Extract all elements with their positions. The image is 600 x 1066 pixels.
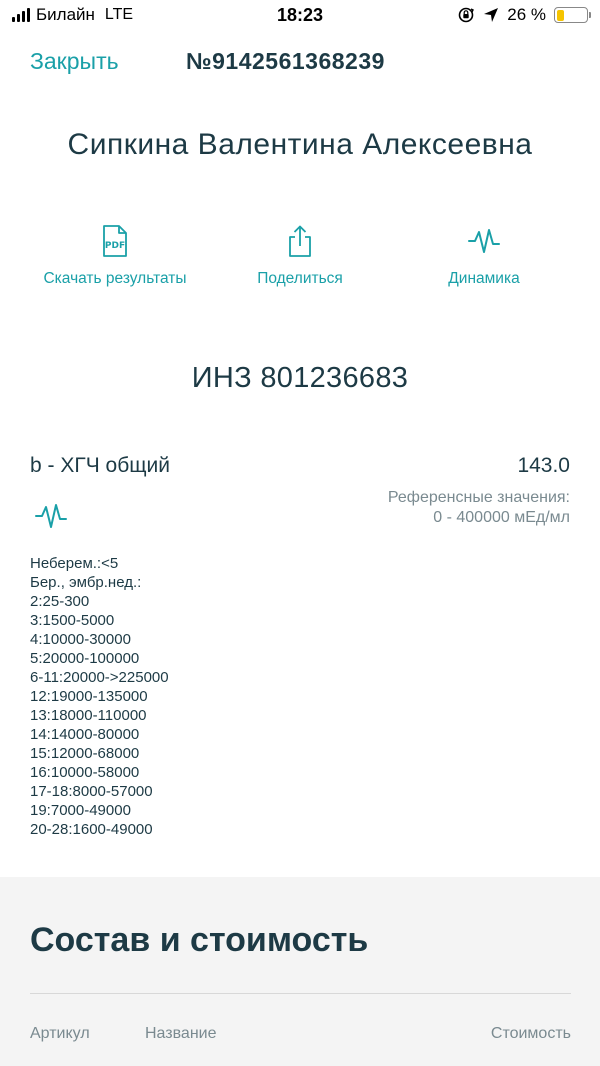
composition-title: Состав и стоимость [30, 921, 369, 959]
share-button[interactable] [200, 222, 400, 288]
composition-section [0, 877, 600, 1066]
note-line: 19:7000-49000 [30, 802, 131, 819]
location-arrow-icon [483, 7, 499, 23]
share-icon [286, 222, 314, 260]
pulse-icon [467, 222, 501, 260]
note-line: 3:1500-5000 [30, 612, 115, 629]
rotation-lock-icon [457, 6, 475, 24]
note-line: Бер., эмбр.нед.: [30, 574, 142, 591]
column-header-cost: Стоимость [490, 1025, 571, 1042]
note-line: Неберем.:<5 [30, 555, 119, 572]
reference-value: 0 - 400000 мЕд/мл [433, 509, 570, 526]
status-right [457, 5, 588, 25]
network-type: LTE [104, 6, 134, 23]
note-line: 5:20000-100000 [30, 650, 140, 667]
carrier-name: Билайн [36, 5, 95, 24]
dynamics-button[interactable] [384, 222, 584, 288]
note-line: 15:12000-68000 [30, 745, 140, 762]
battery-percent: 26 % [507, 5, 546, 24]
status-bar [0, 0, 600, 32]
divider [30, 993, 571, 994]
note-line: 16:10000-58000 [30, 764, 140, 781]
note-line: 4:10000-30000 [30, 631, 131, 648]
share-label: Поделиться [257, 270, 343, 287]
column-header-name: Название [145, 1025, 217, 1042]
close-button[interactable]: Закрыть [30, 48, 119, 74]
note-line: 17-18:8000-57000 [30, 783, 153, 800]
reference-notes [30, 554, 169, 839]
note-line: 6-11:20000->225000 [30, 669, 169, 686]
inz-number: ИНЗ 801236683 [191, 362, 409, 394]
svg-text:PDF: PDF [104, 241, 126, 251]
pdf-icon [100, 222, 130, 260]
note-line: 2:25-300 [30, 593, 90, 610]
action-bar [0, 222, 600, 302]
order-number: №9142561368239 [186, 48, 385, 74]
download-results-label: Скачать результаты [43, 270, 187, 287]
status-time: 18:23 [276, 5, 324, 25]
note-line: 20-28:1600-49000 [30, 821, 153, 838]
reference-label: Референсные значения: [387, 489, 570, 506]
battery-icon [554, 7, 588, 23]
dynamics-label: Динамика [448, 270, 520, 287]
battery-fill [557, 10, 565, 21]
patient-name: Сипкина Валентина Алексеевна [67, 128, 533, 161]
nav-bar [0, 46, 600, 82]
download-results-button[interactable] [15, 222, 215, 288]
note-line: 14:14000-80000 [30, 726, 140, 743]
test-dynamics-icon[interactable] [34, 500, 68, 532]
note-line: 13:18000-110000 [30, 707, 147, 724]
note-line: 12:19000-135000 [30, 688, 148, 705]
column-header-article: Артикул [30, 1025, 90, 1042]
test-value: 143.0 [517, 454, 570, 477]
test-name: b - ХГЧ общий [30, 454, 170, 477]
